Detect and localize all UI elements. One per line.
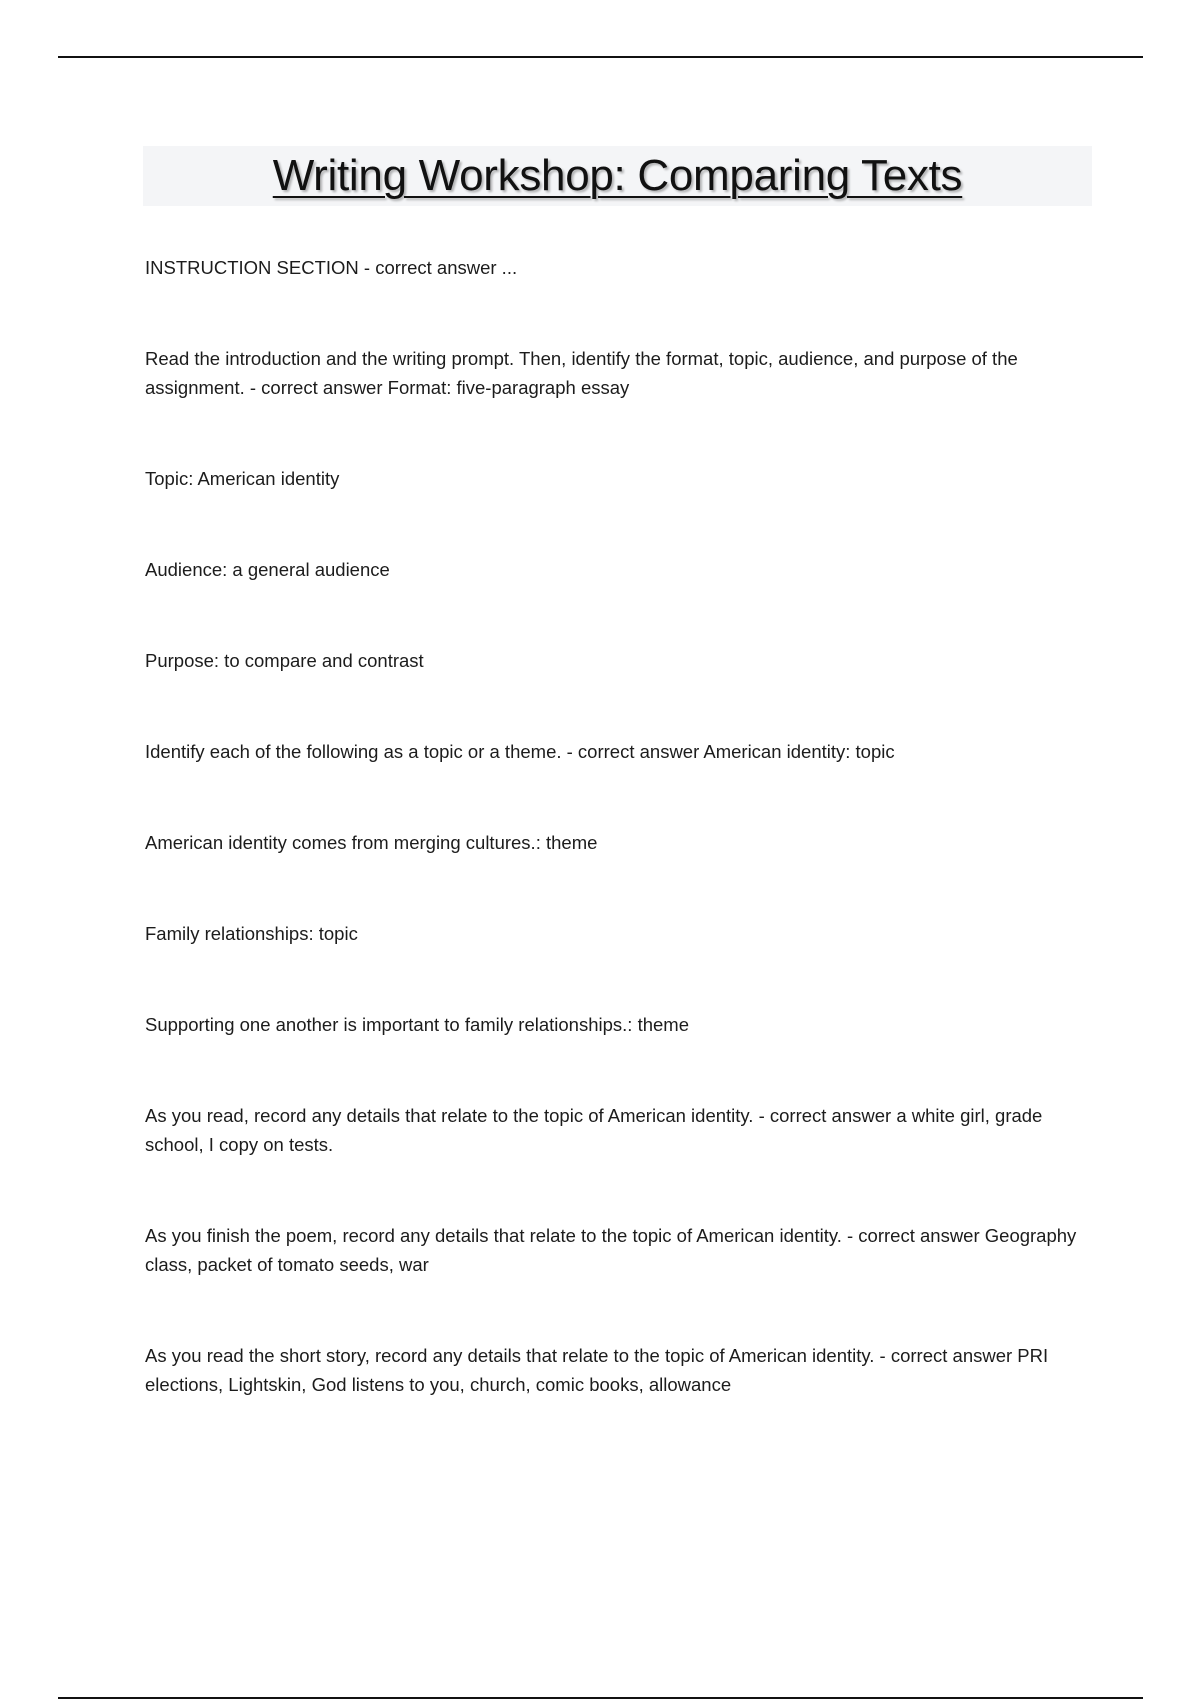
paragraph-finish-poem: As you finish the poem, record any details that relate to the topic of American identity. - correct answer Geography class, packet of tomato seeds, war bbox=[145, 1225, 1077, 1275]
top-divider bbox=[58, 56, 1143, 58]
paragraph-topic-or-theme: Identify each of the following as a topic or a theme. - correct answer American identity: topic bbox=[145, 741, 895, 762]
paragraph-audience: Audience: a general audience bbox=[145, 559, 390, 580]
paragraph-purpose: Purpose: to compare and contrast bbox=[145, 650, 424, 671]
bottom-divider bbox=[58, 1697, 1143, 1699]
document-body bbox=[145, 253, 1100, 1461]
paragraph-topic: Topic: American identity bbox=[145, 468, 340, 489]
paragraph-writing-prompt: Read the introduction and the writing prompt. Then, identify the format, topic, audience, and purpose of the assignment. - correct answer Format: five-paragraph essay bbox=[145, 348, 1018, 398]
paragraph-instruction-section: INSTRUCTION SECTION - correct answer ... bbox=[145, 257, 518, 278]
paragraph-family-relationships: Family relationships: topic bbox=[145, 923, 358, 944]
document-title: Writing Workshop: Comparing Texts bbox=[272, 151, 963, 200]
paragraph-short-story: As you read the short story, record any details that relate to the topic of American identity. - correct answer PRI elections, Lightskin, God listens to you, church, comic books, allowance bbox=[145, 1345, 1049, 1395]
paragraph-merging-cultures: American identity comes from merging cultures.: theme bbox=[145, 832, 598, 853]
paragraph-as-you-read: As you read, record any details that relate to the topic of American identity. - correct answer a white girl, grade school, I copy on tests. bbox=[145, 1105, 1043, 1155]
paragraph-supporting-one-another: Supporting one another is important to family relationships.: theme bbox=[145, 1014, 689, 1035]
